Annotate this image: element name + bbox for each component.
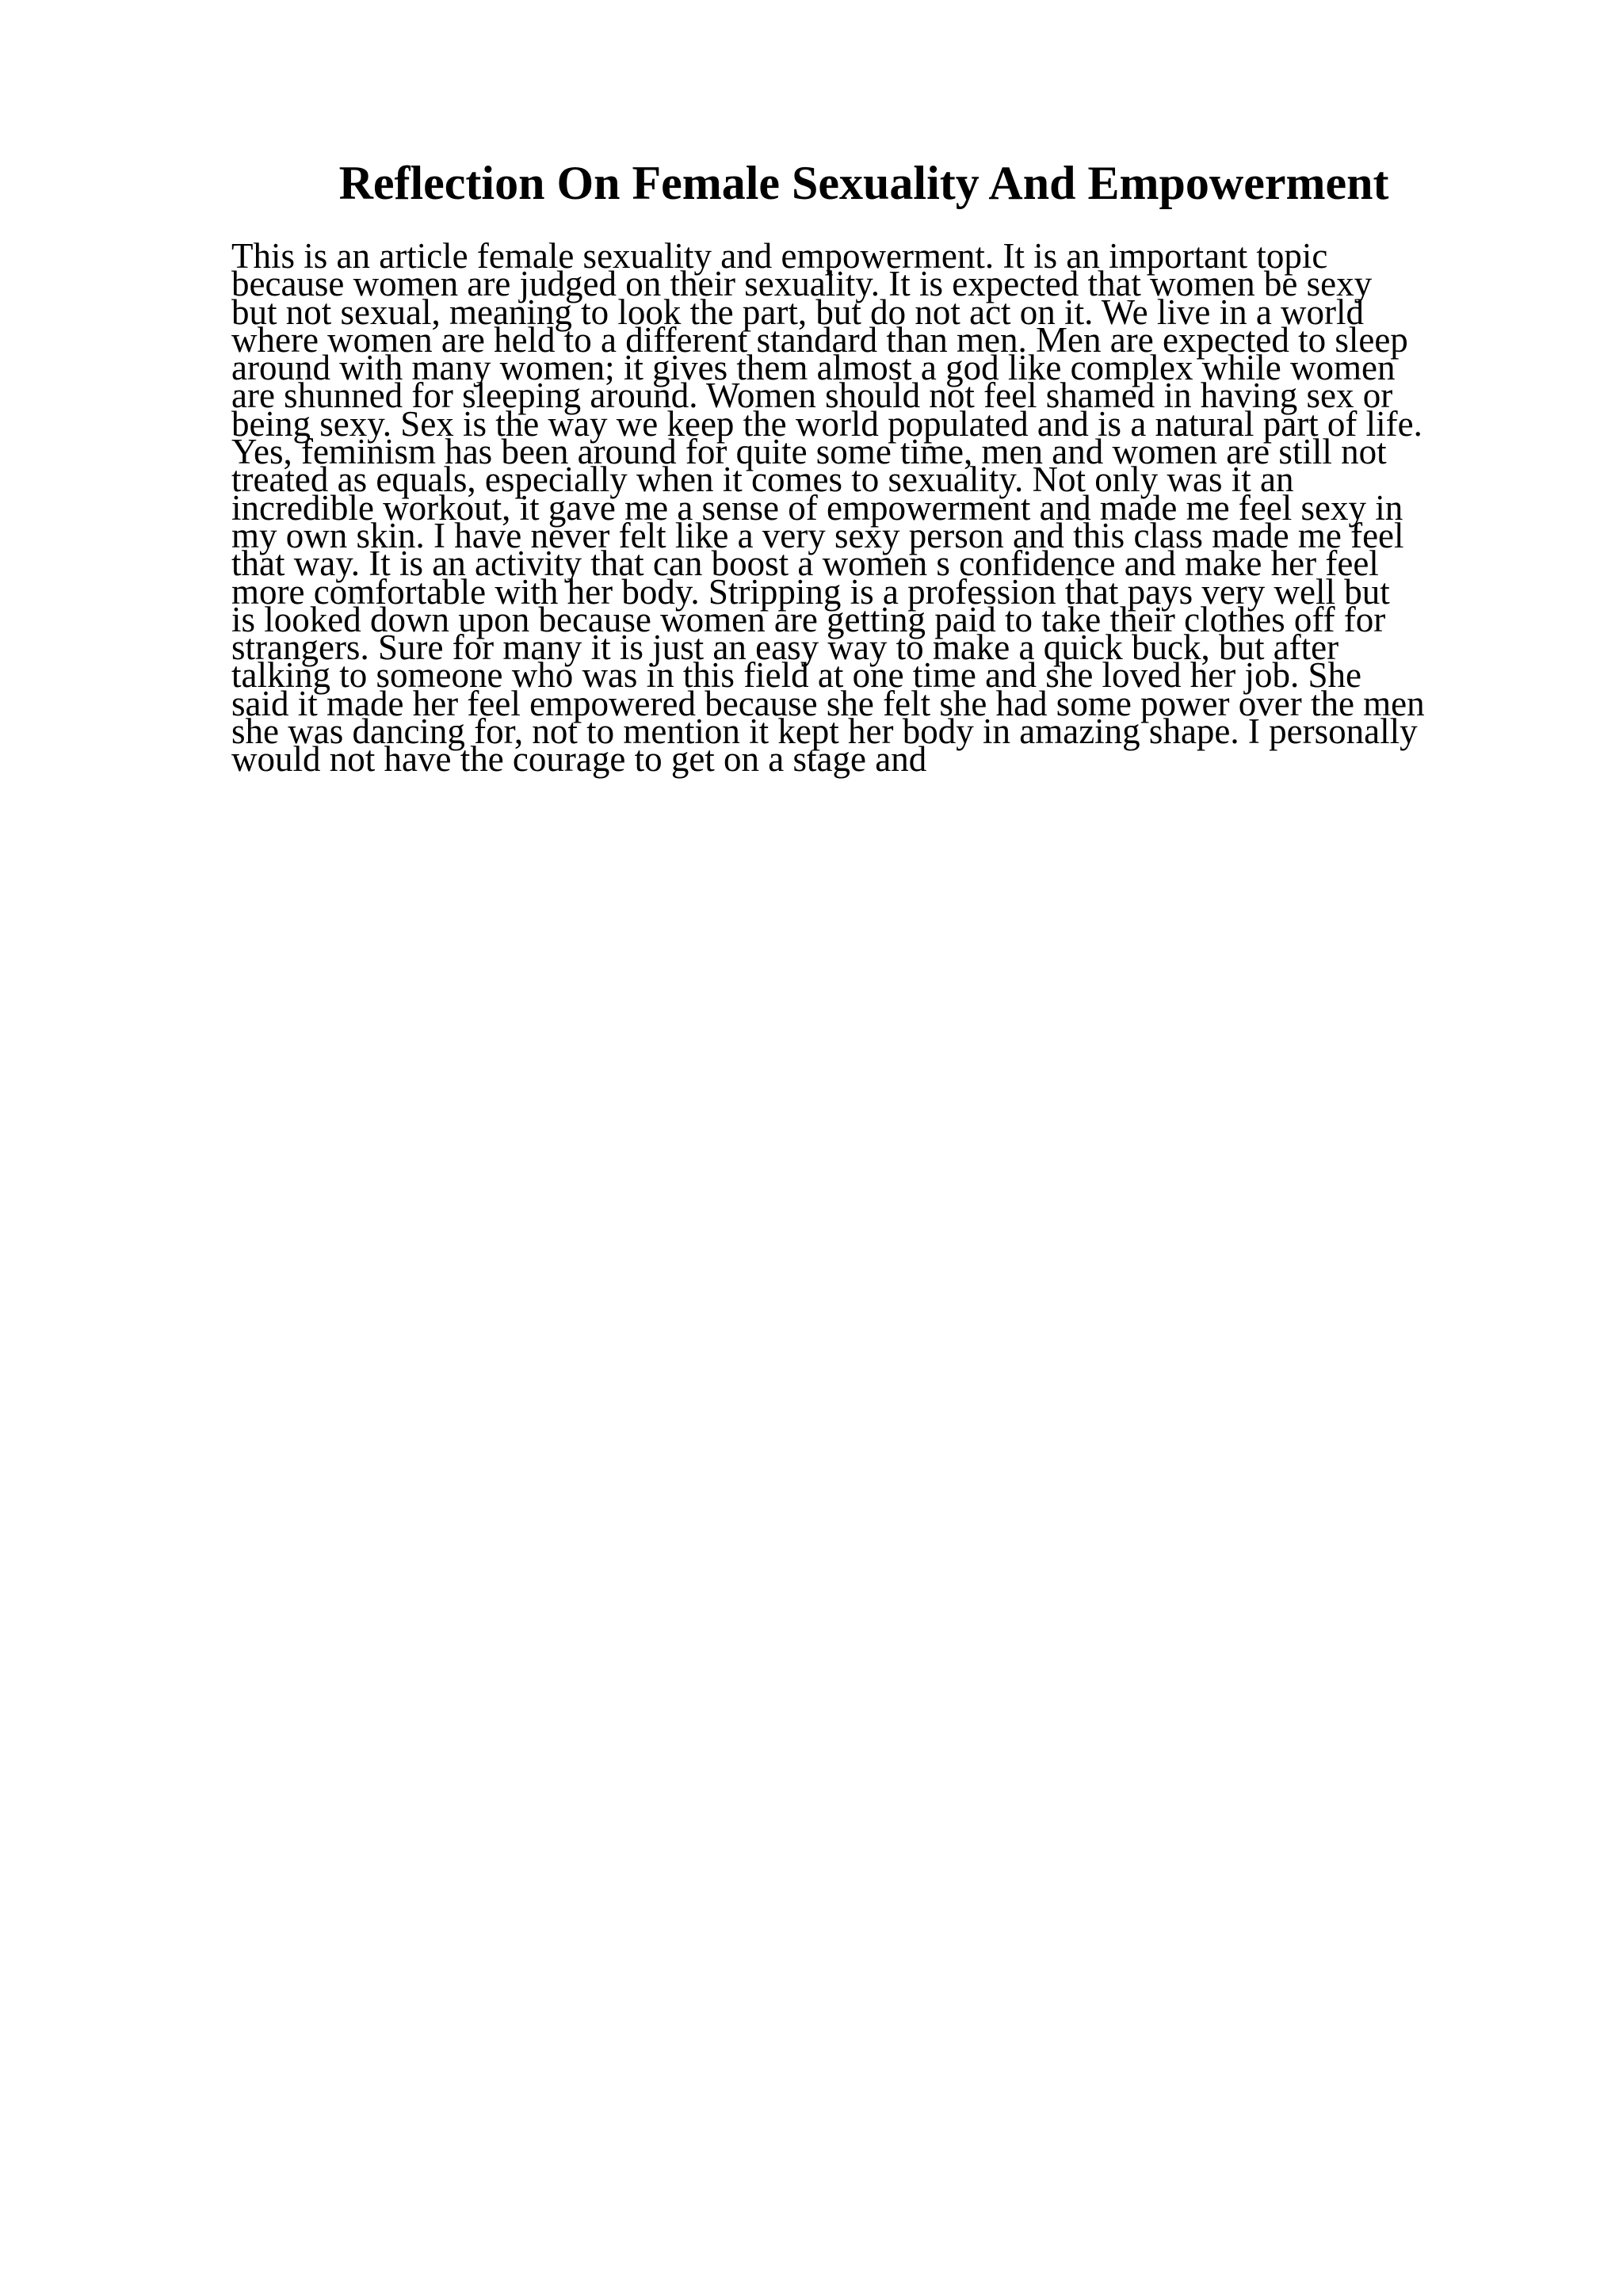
body-line: where women are held to a different standard than men. Men are expected to sleep: [231, 319, 1408, 360]
body-line: she was dancing for, not to mention it kept her body in amazing shape. I personally: [231, 711, 1418, 752]
body-line: being sexy. Sex is the way we keep the world populated and is a natural part of life.: [231, 403, 1423, 444]
body-line: is looked down upon because women are getting paid to take their clothes off for: [231, 599, 1386, 639]
body-line: but not sexual, meaning to look the part, but do not act on it. We live in a world: [231, 292, 1365, 332]
body-line: said it made her feel empowered because she felt she had some power over the men: [231, 683, 1425, 723]
body-line: around with many women; it gives them almost a god like complex while women: [231, 348, 1396, 388]
body-line: because women are judged on their sexuality. It is expected that women be sexy: [231, 264, 1373, 304]
body-line: strangers. Sure for many it is just an easy way to make a quick buck, but after: [231, 627, 1339, 668]
body-line: This is an article female sexuality and empowerment. It is an important topic: [231, 236, 1328, 276]
body-line: treated as equals, especially when it comes to sexuality. Not only was it an: [231, 460, 1294, 500]
body-line: that way. It is an activity that can boost a women s confidence and make her feel: [231, 543, 1379, 584]
body-line: more comfortable with her body. Stripping is a profession that pays very well but: [231, 571, 1390, 612]
body-line: would not have the courage to get on a stage and: [231, 739, 927, 780]
document-body: [231, 236, 1499, 780]
body-line: talking to someone who was in this field at one time and she loved her job. She: [231, 655, 1361, 696]
body-line: incredible workout, it gave me a sense of empowerment and made me feel sexy in: [231, 487, 1403, 528]
body-line: Yes, feminism has been around for quite some time, men and women are still not: [231, 432, 1387, 472]
body-line: my own skin. I have never felt like a very sexy person and this class made me feel: [231, 515, 1404, 555]
document-title: Reflection On Female Sexuality And Empowerment: [338, 157, 1389, 209]
body-line: are shunned for sleeping around. Women should not feel shamed in having sex or: [231, 376, 1393, 416]
